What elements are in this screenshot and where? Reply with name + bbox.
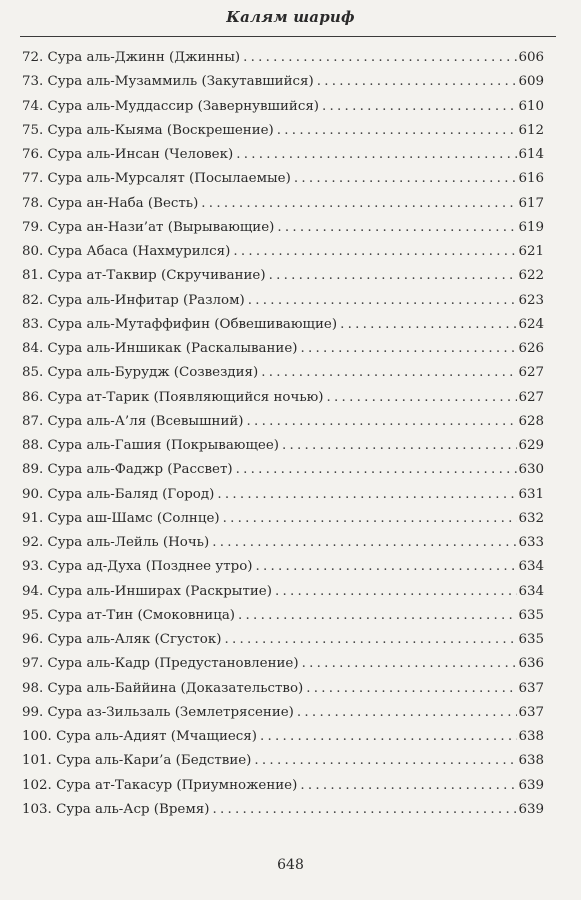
toc-entry-page: 628 <box>518 413 544 429</box>
dot-leader <box>317 73 518 91</box>
dot-leader <box>243 49 517 67</box>
toc-entry-title: 88. Сура аль-Гашия (Покрывающее) <box>22 438 279 453</box>
toc-entry <box>22 195 544 219</box>
toc-entry-page: 637 <box>518 680 544 696</box>
toc-entry-title: 97. Сура аль-Кадр (Предустановление) <box>22 656 299 672</box>
dot-leader <box>297 704 518 722</box>
toc-entry-page: 634 <box>518 583 544 599</box>
header-rule <box>20 36 556 37</box>
toc-entry-page: 617 <box>518 195 544 211</box>
toc-entry <box>22 364 544 388</box>
dot-leader <box>294 170 518 188</box>
toc-entry-title: 84. Сура аль-Иншикак (Раскалывание) <box>22 341 298 356</box>
toc-entry-page: 624 <box>518 316 544 332</box>
toc-entry-page: 629 <box>518 438 544 453</box>
toc-entry-page: 635 <box>518 607 544 623</box>
toc-entry <box>22 728 544 752</box>
toc-entry-title: 102. Сура ат-Такасур (Приумножение) <box>22 777 298 793</box>
dot-leader <box>261 364 517 382</box>
toc-entry <box>22 170 544 194</box>
toc-entry <box>22 73 544 97</box>
toc-entry-title: 83. Сура аль-Мутаффифин (Обвешивающие) <box>22 316 338 332</box>
toc-entry-page: 638 <box>518 729 544 744</box>
toc-entry-title: 90. Сура аль-Баляд (Город) <box>22 486 215 502</box>
toc-entry <box>22 655 544 679</box>
dot-leader <box>322 98 517 116</box>
dot-leader <box>223 510 518 528</box>
toc-entry <box>22 437 544 461</box>
dot-leader <box>212 801 517 819</box>
dot-leader <box>269 267 518 285</box>
toc-entry <box>22 486 544 510</box>
toc-entry-page: 606 <box>518 50 544 65</box>
toc-entry-title: 91. Сура аш-Шамс (Солнце) <box>22 510 220 526</box>
dot-leader <box>217 486 517 504</box>
toc-entry <box>22 316 544 340</box>
dot-leader <box>277 122 518 140</box>
page-number: 648 <box>277 857 304 873</box>
dot-leader <box>238 607 517 625</box>
toc-entry-title: 101. Сура аль-Кари’а (Бедствие) <box>22 753 252 769</box>
toc-entry <box>22 801 544 825</box>
toc-entry <box>22 49 544 73</box>
dot-leader <box>247 413 518 431</box>
toc-entry <box>22 558 544 582</box>
toc-entry-page: 609 <box>518 74 544 90</box>
toc-entry-page: 614 <box>518 147 544 162</box>
toc-entry <box>22 389 544 413</box>
toc-entry <box>22 122 544 146</box>
toc-entry-title: 78. Сура ан-Наба (Весть) <box>22 195 199 211</box>
dot-leader <box>302 655 518 673</box>
toc-entry-page: 610 <box>518 98 544 114</box>
toc-entry-page: 634 <box>518 559 544 575</box>
toc-entry-page: 627 <box>518 389 544 405</box>
toc-entry-page: 630 <box>518 462 544 478</box>
toc-entry <box>22 267 544 291</box>
toc-entry-title: 93. Сура ад-Духа (Позднее утро) <box>22 559 253 575</box>
toc-entry-page: 637 <box>518 704 544 720</box>
toc-entry-title: 79. Сура ан-Нази’ат (Вырывающие) <box>22 219 275 235</box>
toc-entry-title: 94. Сура аль-Инширах (Раскрытие) <box>22 583 272 599</box>
toc-entry-title: 103. Сура аль-Аср (Время) <box>22 801 210 817</box>
toc-entry-page: 623 <box>518 292 544 308</box>
dot-leader <box>260 728 517 746</box>
toc-entry-title: 95. Сура ат-Тин (Смоковница) <box>22 607 236 623</box>
toc-entry-title: 77. Сура аль-Мурсалят (Посылаемые) <box>22 171 291 187</box>
toc-entry <box>22 777 544 801</box>
toc-entry-title: 89. Сура аль-Фаджр (Рассвет) <box>22 462 233 478</box>
toc-entry <box>22 219 544 243</box>
toc-entry <box>22 583 544 607</box>
toc-entry <box>22 243 544 267</box>
table-of-contents <box>22 49 544 825</box>
toc-entry-title: 72. Сура аль-Джинн (Джинны) <box>22 50 241 65</box>
toc-entry <box>22 680 544 704</box>
toc-entry-title: 100. Сура аль-Адият (Мчащиеся) <box>22 729 257 744</box>
toc-entry-page: 639 <box>518 777 544 793</box>
toc-entry-page: 627 <box>518 365 544 381</box>
toc-entry-page: 621 <box>518 244 544 259</box>
toc-entry-title: 92. Сура аль-Лейль (Ночь) <box>22 535 210 550</box>
toc-entry-page: 631 <box>518 486 544 502</box>
dot-leader <box>236 146 517 164</box>
toc-entry-page: 626 <box>518 341 544 356</box>
toc-entry-title: 86. Сура ат-Тарик (Появляющийся ночью) <box>22 389 324 405</box>
toc-entry-page: 638 <box>518 753 544 769</box>
toc-entry-page: 619 <box>518 219 544 235</box>
dot-leader <box>282 437 517 455</box>
dot-leader <box>300 777 517 795</box>
toc-entry-page: 639 <box>518 801 544 817</box>
toc-entry-title: 81. Сура ат-Таквир (Скручивание) <box>22 268 266 284</box>
dot-leader <box>233 243 517 261</box>
dot-leader <box>236 461 518 479</box>
toc-entry-title: 87. Сура аль-А’ля (Всевышний) <box>22 413 244 429</box>
toc-entry-title: 85. Сура аль-Бурудж (Созвездия) <box>22 365 259 381</box>
toc-entry-title: 74. Сура аль-Муддассир (Завернувшийся) <box>22 98 320 114</box>
toc-entry <box>22 752 544 776</box>
running-header: Калям шариф <box>226 8 355 26</box>
dot-leader <box>224 631 517 649</box>
toc-entry <box>22 534 544 558</box>
toc-entry-page: 633 <box>518 535 544 550</box>
toc-entry-page: 635 <box>518 632 544 647</box>
dot-leader <box>277 219 517 237</box>
toc-entry <box>22 607 544 631</box>
toc-entry-title: 80. Сура Абаса (Нахмурился) <box>22 244 231 259</box>
toc-entry-title: 73. Сура аль-Музаммиль (Закутавшийся) <box>22 74 314 90</box>
toc-entry <box>22 146 544 170</box>
dot-leader <box>248 292 518 310</box>
toc-entry <box>22 461 544 485</box>
toc-entry-title: 99. Сура аз-Зильзаль (Землетрясение) <box>22 704 294 720</box>
dot-leader <box>340 316 517 334</box>
dot-leader <box>275 583 518 601</box>
toc-entry <box>22 704 544 728</box>
toc-entry-page: 622 <box>518 268 544 284</box>
toc-entry-page: 616 <box>518 171 544 187</box>
toc-entry-page: 636 <box>518 656 544 672</box>
toc-entry-title: 96. Сура аль-Аляк (Сгусток) <box>22 632 222 647</box>
dot-leader <box>212 534 517 552</box>
dot-leader <box>201 195 517 213</box>
toc-entry-title: 76. Сура аль-Инсан (Человек) <box>22 147 234 162</box>
toc-entry-title: 98. Сура аль-Баййина (Доказательство) <box>22 680 304 696</box>
toc-entry <box>22 631 544 655</box>
toc-entry-title: 82. Сура аль-Инфитар (Разлом) <box>22 292 245 308</box>
toc-entry-page: 612 <box>518 122 544 138</box>
dot-leader <box>254 752 517 770</box>
toc-entry <box>22 413 544 437</box>
dot-leader <box>301 340 518 358</box>
dot-leader <box>306 680 517 698</box>
toc-entry <box>22 292 544 316</box>
dot-leader <box>327 389 518 407</box>
dot-leader <box>256 558 518 576</box>
toc-entry-page: 632 <box>518 510 544 526</box>
toc-entry <box>22 98 544 122</box>
toc-entry <box>22 510 544 534</box>
toc-entry-title: 75. Сура аль-Кыяма (Воскрешение) <box>22 122 274 138</box>
toc-entry <box>22 340 544 364</box>
